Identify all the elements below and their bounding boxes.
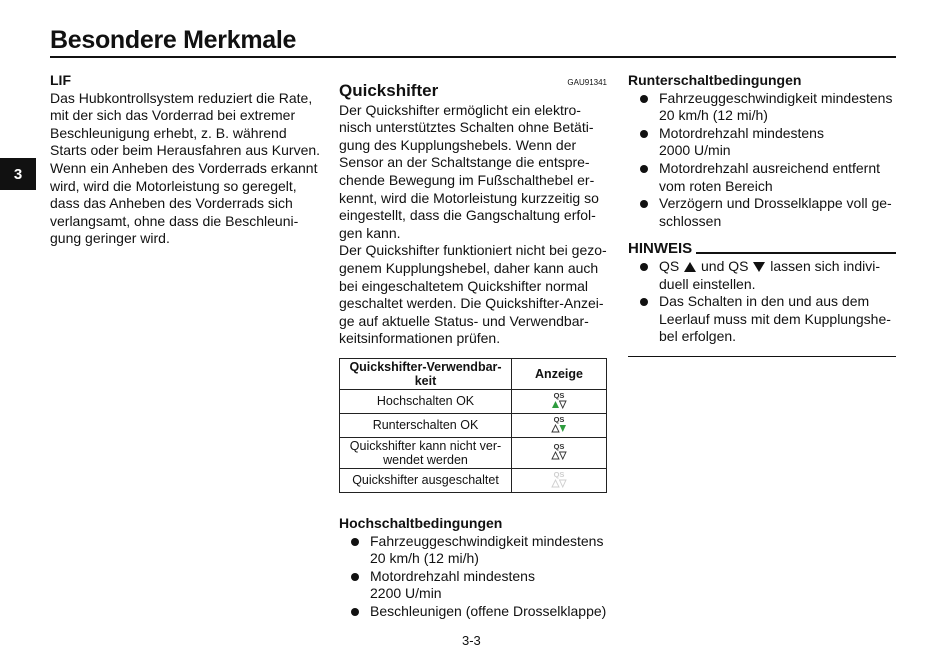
qs-icon-text: QS xyxy=(553,442,565,452)
qs-downshift-ok-icon xyxy=(512,413,607,437)
qs-label: und QS xyxy=(701,257,749,274)
qs-unavailable-icon xyxy=(512,437,607,468)
hinweis-end-rule xyxy=(628,356,896,358)
list-item-line: vom roten Bereich xyxy=(659,177,773,194)
cell-line: wendet werden xyxy=(383,452,468,467)
qs-icon-text: QS xyxy=(553,390,565,400)
qs-icon-text: QS xyxy=(553,469,565,479)
list-item-line xyxy=(659,258,896,276)
list-item xyxy=(628,293,896,346)
qs-line: Der Quickshifter funktioniert nicht bei gezo- xyxy=(339,242,607,259)
table-cell-label: Quickshifter ausgeschaltet xyxy=(340,468,512,492)
hinweis-text: lassen sich indivi- xyxy=(770,257,880,274)
qs-line: gung des Kupplungshebels. Wenn der xyxy=(339,136,577,153)
upshift-conditions-heading: Hochschaltbedingungen xyxy=(339,514,503,531)
qs-line: gen kann. xyxy=(339,224,401,241)
qs-line: eingestellt, dass die Gangschaltung erfol- xyxy=(339,207,596,224)
table-cell-label: Hochschalten OK xyxy=(340,389,512,413)
table-header-row xyxy=(340,358,607,389)
lif-heading: LIF xyxy=(50,72,71,88)
qs-icon-text: QS xyxy=(553,414,565,424)
quickshifter-table xyxy=(339,358,607,493)
lif-line: dass das Anheben des Vorderrads sich xyxy=(50,195,293,212)
qs-upshift-ok-icon xyxy=(512,389,607,413)
list-item-line: schlossen xyxy=(659,212,722,229)
list-item xyxy=(339,533,607,568)
list-item xyxy=(339,603,607,621)
list-item-line: Beschleunigen (offene Drosselklappe) xyxy=(370,602,607,619)
table-row xyxy=(340,468,607,492)
lif-section xyxy=(50,72,321,248)
qs-line: chende Bewegung im Fußschalthebel er- xyxy=(339,171,595,188)
upshift-conditions-list xyxy=(339,533,607,621)
page-title: Besondere Merkmale xyxy=(50,26,297,54)
list-item-line: Motordrehzahl mindestens xyxy=(370,567,535,584)
qs-line: keitsinformationen prüfen. xyxy=(339,330,501,347)
list-item-line: Motordrehzahl mindestens xyxy=(659,124,824,141)
qs-off-icon xyxy=(512,468,607,492)
lif-body xyxy=(50,89,321,248)
qs-line: geschaltet werden. Die Quickshifter-Anzei- xyxy=(339,295,604,312)
lif-line: gung geringer wird. xyxy=(50,230,170,247)
document-code: GAU91341 xyxy=(567,78,607,87)
lif-line: Starts oder beim Herausfahren aus Kurven. xyxy=(50,142,321,159)
quickshifter-body xyxy=(339,102,607,348)
title-rule xyxy=(50,56,896,58)
list-item-line: Fahrzeuggeschwindigkeit mindestens xyxy=(370,532,604,549)
qs-line: ge auf aktuelle Status- und Verwendbar- xyxy=(339,312,589,329)
chapter-tab: 3 xyxy=(0,158,36,190)
downshift-conditions-list xyxy=(628,90,896,231)
qs-label: QS xyxy=(659,257,680,274)
lif-line: Das Hubkontrollsystem reduziert die Rate, xyxy=(50,89,313,106)
list-item xyxy=(628,90,896,125)
list-item-line: 20 km/h (12 mi/h) xyxy=(659,107,768,124)
lif-line: mit der sich das Vorderrad bei extremer xyxy=(50,107,296,124)
cell-line: Quickshifter kann nicht ver- xyxy=(349,438,502,453)
table-header-indicator: Anzeige xyxy=(512,358,607,389)
list-item-line: duell einstellen. xyxy=(659,275,756,292)
qs-line: Der Quickshifter ermöglicht ein elektro- xyxy=(339,101,581,118)
header-line: keit xyxy=(414,373,437,388)
triangle-down-icon xyxy=(752,261,766,273)
list-item-line: Leerlauf muss mit dem Kupplungshe- xyxy=(659,310,891,327)
downshift-section xyxy=(628,72,896,357)
list-item-line: Fahrzeuggeschwindigkeit mindestens xyxy=(659,89,893,106)
qs-line: bei eingeschaltetem Quickshifter normal xyxy=(339,277,589,294)
triangle-up-icon xyxy=(683,261,697,273)
table-cell-label xyxy=(340,437,512,468)
quickshifter-heading: Quickshifter xyxy=(339,81,439,100)
hinweis-rule xyxy=(696,252,896,254)
list-item-line: Motordrehzahl ausreichend entfernt xyxy=(659,159,881,176)
list-item-line: Verzögern und Drosselklappe voll ge- xyxy=(659,195,892,212)
qs-line: genem Kupplungshebel, daher kann auch xyxy=(339,259,599,276)
hinweis-list xyxy=(628,258,896,346)
lif-line: wird, wird die Motorleistung so geregelt, xyxy=(50,177,297,194)
list-item xyxy=(628,160,896,195)
hinweis-heading: HINWEIS xyxy=(628,240,693,258)
header-line: Quickshifter-Verwendbar- xyxy=(349,359,502,374)
table-row xyxy=(340,389,607,413)
list-item-line: 20 km/h (12 mi/h) xyxy=(370,550,479,567)
lif-line: Beschleunigung erhebt, z. B. während xyxy=(50,124,287,141)
table-cell-label: Runterschalten OK xyxy=(340,413,512,437)
qs-line: Sensor an der Schaltstange die entspre- xyxy=(339,154,590,171)
table-row xyxy=(340,413,607,437)
downshift-conditions-heading: Runterschaltbedingungen xyxy=(628,72,802,88)
lif-line: verlangsamt, ohne dass die Beschleuni- xyxy=(50,212,299,229)
list-item-line: Das Schalten in den und aus dem xyxy=(659,293,870,310)
quickshifter-section xyxy=(339,72,607,620)
lif-line: Wenn ein Anheben des Vorderrads erkannt xyxy=(50,159,318,176)
table-header-availability xyxy=(340,358,512,389)
list-item-line: 2000 U/min xyxy=(659,142,731,159)
hinweis-header xyxy=(628,240,896,258)
list-item xyxy=(628,258,896,293)
list-item xyxy=(339,568,607,603)
list-item-line: 2200 U/min xyxy=(370,585,442,602)
list-item xyxy=(628,195,896,230)
qs-line: kennt, wird die Motorleistung kurzzeitig so xyxy=(339,189,599,206)
table-row xyxy=(340,437,607,468)
qs-line: nisch unterstütztes Schalten ohne Betäti- xyxy=(339,119,594,136)
list-item-line: bel erfolgen. xyxy=(659,328,737,345)
page-number: 3-3 xyxy=(462,633,481,648)
list-item xyxy=(628,125,896,160)
